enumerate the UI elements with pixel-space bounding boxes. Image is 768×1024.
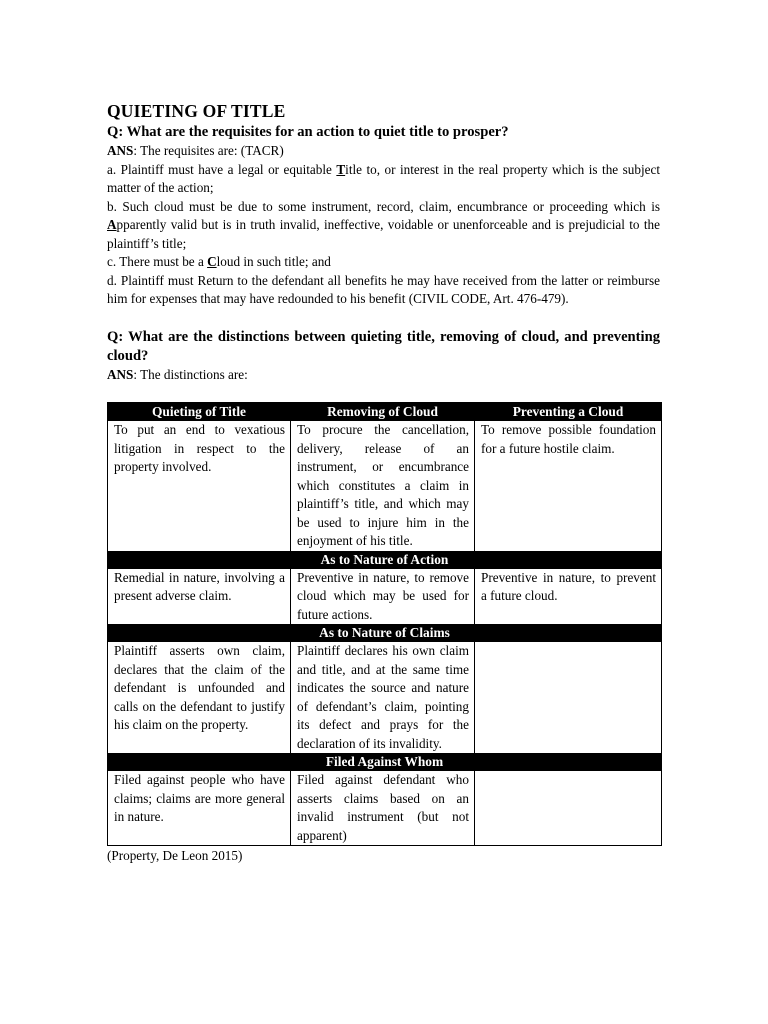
requisite-text: loud in such title; and (216, 254, 331, 269)
requisite-text: d. Plaintiff must Return to the defendant all benefits he may have received from the latter or reimburse him for expenses that may have redounded to his benefit (CIVIL CODE, Art. 476-479). (107, 272, 660, 306)
requisite-text: itle to, or interest in the real property which is the subject matter of the action; (107, 161, 660, 195)
column-header: Quieting of Title (108, 403, 291, 421)
requisite-key-letter: C (207, 254, 217, 269)
requisite-c (107, 253, 660, 272)
section-band-row (108, 625, 662, 642)
requisite-key-letter: A (107, 217, 117, 232)
requisite-text: pparently valid but is in truth invalid, ineffective, voidable or unenforceable and is prejudicial to the plaintiff’s title; (107, 217, 660, 251)
table-row (108, 771, 662, 846)
table-cell: Plaintiff declares his own claim and title, and at the same time indicates the source and nature of defendant’s claim, pointing its defect and prays for the declaration of its invalidity. (291, 642, 475, 754)
ans-text: : The distinctions are: (133, 366, 248, 382)
requisite-text: c. There must be a (107, 254, 208, 269)
table-header-row (108, 403, 662, 421)
distinctions-table (107, 402, 662, 846)
answer-1-intro (107, 142, 660, 161)
table-row (108, 421, 662, 552)
table-cell: Filed against people who have claims; claims are more general in nature. (108, 771, 291, 846)
question-2: Q: What are the distinctions between quieting title, removing of cloud, and preventing cloud? (107, 328, 660, 364)
ans-text: : The requisites are: (TACR) (133, 143, 284, 158)
table-cell: Preventive in nature, to remove cloud which may be used for future actions. (291, 568, 475, 625)
section-band: As to Nature of Claims (108, 625, 662, 642)
section-band: As to Nature of Action (108, 551, 662, 568)
section-band-row (108, 551, 662, 568)
table-cell: Preventive in nature, to prevent a future cloud. (475, 568, 662, 625)
requisite-d (107, 272, 660, 309)
question-1: Q: What are the requisites for an action to quiet title to prosper? (107, 124, 509, 140)
answer-2-intro (107, 366, 660, 385)
requisite-b (107, 198, 660, 254)
table-cell: Plaintiff asserts own claim, declares that the claim of the defendant is unfounded and calls on the defendant to justify his claim on the property. (108, 642, 291, 754)
table-cell (475, 642, 662, 754)
section-band: Filed Against Whom (108, 754, 662, 771)
table-cell: Filed against defendant who asserts claims based on an invalid instrument (but not apparent) (291, 771, 475, 846)
page-title: QUIETING OF TITLE (107, 101, 286, 121)
table-cell: To put an end to vexatious litigation in respect to the property involved. (108, 421, 291, 552)
table-cell: Remedial in nature, involving a present adverse claim. (108, 568, 291, 625)
citation: (Property, De Leon 2015) (107, 848, 243, 863)
section-band-row (108, 754, 662, 771)
table-cell: To procure the cancellation, delivery, release of an instrument, or encumbrance which constitutes a claim in plaintiff’s title, and which may be used to injure him in the enjoyment of his title. (291, 421, 475, 552)
table-row (108, 568, 662, 625)
ans-label: ANS (107, 366, 134, 382)
table-cell: To remove possible foundation for a future hostile claim. (475, 421, 662, 552)
document-content (107, 101, 660, 865)
table-row (108, 642, 662, 754)
column-header: Removing of Cloud (291, 403, 475, 421)
requisite-text: b. Such cloud must be due to some instrument, record, claim, encumbrance or proceeding which is (107, 198, 660, 214)
table-cell (475, 771, 662, 846)
requisite-a (107, 161, 660, 198)
ans-label: ANS (107, 143, 134, 158)
column-header: Preventing a Cloud (475, 403, 662, 421)
requisite-text: a. Plaintiff must have a legal or equitable (107, 161, 337, 177)
requisite-key-letter: T (336, 161, 346, 177)
